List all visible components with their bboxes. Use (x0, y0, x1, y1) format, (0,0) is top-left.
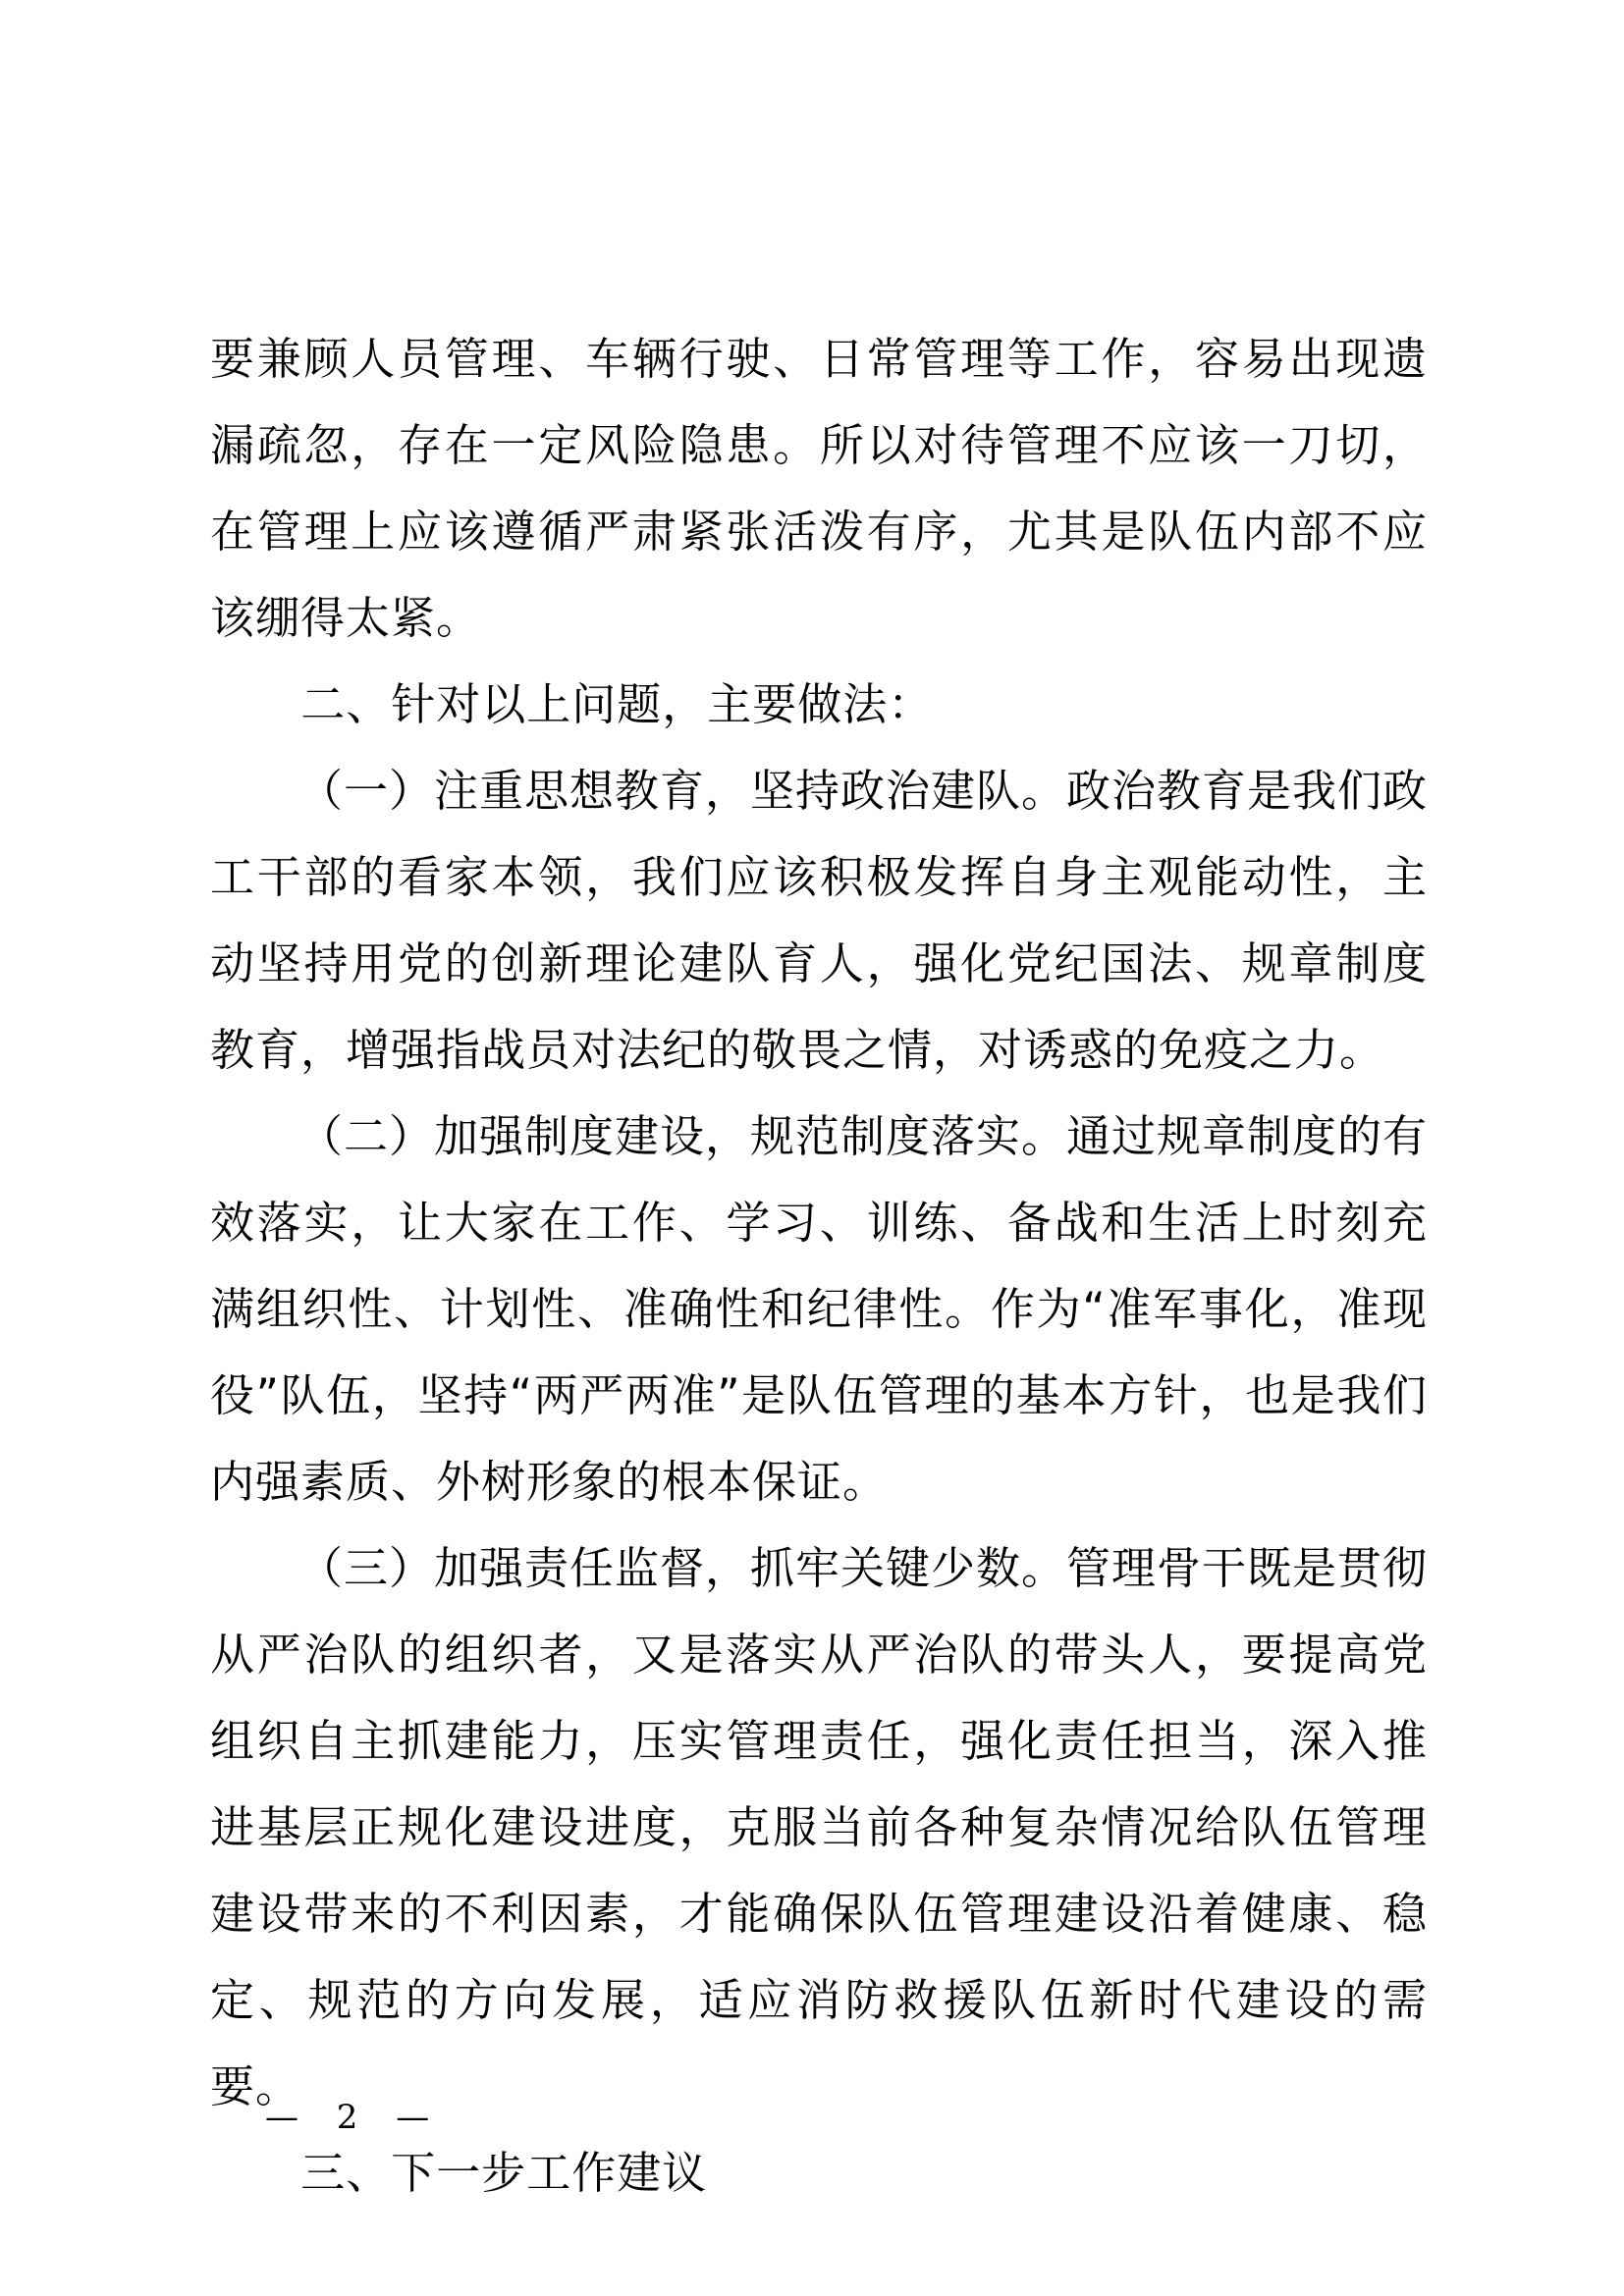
paragraph-item-3: （三）加强责任监督，抓牢关键少数。管理骨干既是贯彻从严治队的组织者，又是落实从严治队的带头人，要提高党组织自主抓建能力，压实管理责任，强化责任担当，深入推进基层正规化建设进度，克服当前各种复杂情况给队伍管理建设带来的不利因素，才能确保队伍管理建设沿着健康、稳定、规范的方向发展，适应消防救援队伍新时代建设的需要。 (210, 1542, 1429, 2112)
page-number: — 2 — (265, 2098, 444, 2137)
paragraph-item-1: （一）注重思想教育，坚持政治建队。政治教育是我们政工干部的看家本领，我们应该积极发挥自身主观能动性，主动坚持用党的创新理论建队育人，强化党纪国法、规章制度教育，增强指战员对法纪的敬畏之情，对诱惑的免疫之力。 (210, 765, 1429, 1076)
document-body (210, 316, 1428, 2216)
section-heading-3: 三、下一步工作建议 (300, 2147, 708, 2199)
section-heading-2: 二、针对以上问题，主要做法： (300, 678, 934, 730)
paragraph-item-2: （二）加强制度建设，规范制度落实。通过规章制度的有效落实，让大家在工作、学习、训练、备战和生活上时刻充满组织性、计划性、准确性和纪律性。作为“准军事化，准现役”队伍，坚持“两严两准”是队伍管理的基本方针，也是我们内强素质、外树形象的根本保证。 (210, 1110, 1429, 1508)
paragraph-continuation: 要兼顾人员管理、车辆行驶、日常管理等工作，容易出现遗漏疏忽，存在一定风险隐患。所以对待管理不应该一刀切，在管理上应该遵循严肃紧张活泼有序，尤其是队伍内部不应该绷得太紧。 (210, 333, 1428, 644)
